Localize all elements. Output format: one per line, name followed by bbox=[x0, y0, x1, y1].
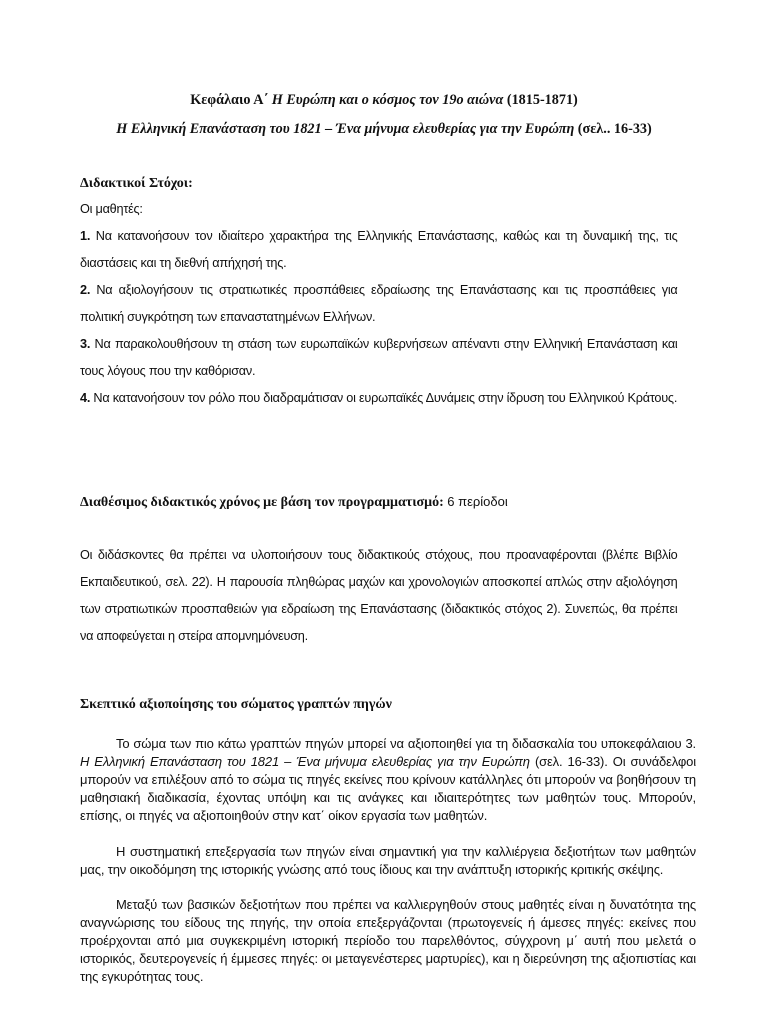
goal-text: Να κατανοήσουν τον ιδιαίτερο χαρακτήρα της Ελληνικής Επανάστασης, καθώς και τη δυναμική της, τις διαστάσεις και τη διεθνή απήχησή της. bbox=[80, 228, 678, 270]
section-heading bbox=[60, 121, 708, 138]
goal-number: 4. bbox=[80, 390, 91, 405]
goal-number: 3. bbox=[80, 336, 91, 351]
teachers-note: Οι διδάσκοντες θα πρέπει να υλοποιήσουν τους διδακτικούς στόχους, που προαναφέρονται (βλέπε Βιβλίο Εκπαιδευτικού, σελ. 22). Η παρουσία πληθώρας μαχών και χρονολογιών αποσκοπεί απλώς στην αξιολόγηση των στρατιωτικών προσπαθειών για εδραίωση της Επανάστασης (διδακτικός στόχος 2). Συνεπώς, θα πρέπει να αποφεύγεται η στείρα απομνημόνευση. bbox=[80, 547, 678, 643]
time-label: Διαθέσιμος διδακτικός χρόνος με βάση τον προγραμματισμό: bbox=[80, 495, 444, 510]
section-pages: (σελ.. 16-33) bbox=[577, 121, 652, 137]
chapter-heading bbox=[60, 92, 708, 109]
chapter-years: (1815-1871) bbox=[506, 92, 578, 108]
sources-p1-title: Η Ελληνική Επανάσταση του 1821 – Ένα μήνυμα ελευθερίας για την Ευρώπη bbox=[80, 754, 530, 769]
goal-number: 2. bbox=[80, 282, 91, 297]
goal-item bbox=[80, 222, 678, 276]
chapter-prefix: Κεφάλαιο Α΄ bbox=[190, 92, 269, 108]
sources-p1-rest: (σελ. 16-33). Οι συνάδελφοι μπορούν να επιλέξουν από το σώμα τις πηγές εκείνες που κρίνουν κατάλληλες ότι μπορούν να βοηθήσουν τη μαθησιακή διαδικασία, έχοντας υπόψη και τις ανάγκες και ιδιαιτερότητες των μαθητών τους. Μπορούν, επίσης, οι πηγές να αξιοποιηθούν στην κατ΄ οίκον εργασία των μαθητών. bbox=[80, 754, 697, 823]
sources-p3-text: Μεταξύ των βασικών δεξιοτήτων που πρέπει να καλλιεργηθούν στους μαθητές είναι η δυνατότητα της αναγνώρισης του είδους της πηγής, την οποία επεξεργάζονται (πρωτογενείς ή άμεσες πηγές: εκείνες που προέρχονται από μια συγκεκριμένη ιστορική περίοδο του παρελθόντος, σύγχρονη μ΄ αυτή που μελετά ο ιστορικός, δευτερογενείς ή έμμεσες πηγές: οι μεταγενέστερες μαρτυρίες), και η διερεύνηση της αξιοπιστίας και της εγκυρότητας τους. bbox=[80, 897, 696, 984]
goals-heading: Διδακτικοί Στόχοι: bbox=[80, 176, 193, 191]
goal-number: 1. bbox=[80, 228, 91, 243]
sources-heading: Σκεπτικό αξιοποίησης του σώματος γραπτών πηγών bbox=[80, 697, 392, 712]
goals-list bbox=[80, 195, 678, 411]
goal-text: Να αξιολογήσουν τις στρατιωτικές προσπάθειες εδραίωσης της Επανάστασης και τις προσπάθειες για πολιτική συγκρότηση των επαναστατημένων Ελλήνων. bbox=[80, 282, 678, 324]
sources-paragraph-2 bbox=[80, 843, 696, 879]
sources-paragraph-1 bbox=[80, 735, 696, 825]
section-title: Η Ελληνική Επανάσταση του 1821 – Ένα μήνυμα ελευθερίας για την Ευρώπη bbox=[116, 121, 575, 137]
goal-item bbox=[80, 384, 678, 411]
goal-text: Να παρακολουθήσουν τη στάση των ευρωπαϊκών κυβερνήσεων απέναντι στην Ελληνική Επανάσταση και τους λόγους που την καθόρισαν. bbox=[80, 336, 678, 378]
goal-item bbox=[80, 276, 678, 330]
time-line bbox=[80, 494, 508, 511]
sources-paragraph-3 bbox=[80, 896, 696, 986]
time-value: 6 περίοδοι bbox=[447, 494, 508, 509]
chapter-title: Η Ευρώπη και ο κόσμος τον 19ο αιώνα bbox=[271, 92, 504, 108]
goal-item bbox=[80, 330, 678, 384]
sources-p2-text: Η συστηματική επεξεργασία των πηγών είναι σημαντική για την καλλιέργεια δεξιοτήτων των μαθητών μας, την οικοδόμηση της ιστορικής γνώσης από τους ίδιους και την ανάπτυξη ιστορικής κριτικής σκέψης. bbox=[80, 844, 696, 877]
sources-p1-start: Το σώμα των πιο κάτω γραπτών πηγών μπορεί να αξιοποιηθεί για τη διδασκαλία του υποκεφάλαιου 3. bbox=[116, 736, 696, 751]
goal-text: Να κατανοήσουν τον ρόλο που διαδραμάτισαν οι ευρωπαϊκές Δυνάμεις στην ίδρυση του Ελληνικού Κράτους. bbox=[93, 390, 678, 405]
goals-intro: Οι μαθητές: bbox=[80, 201, 143, 216]
